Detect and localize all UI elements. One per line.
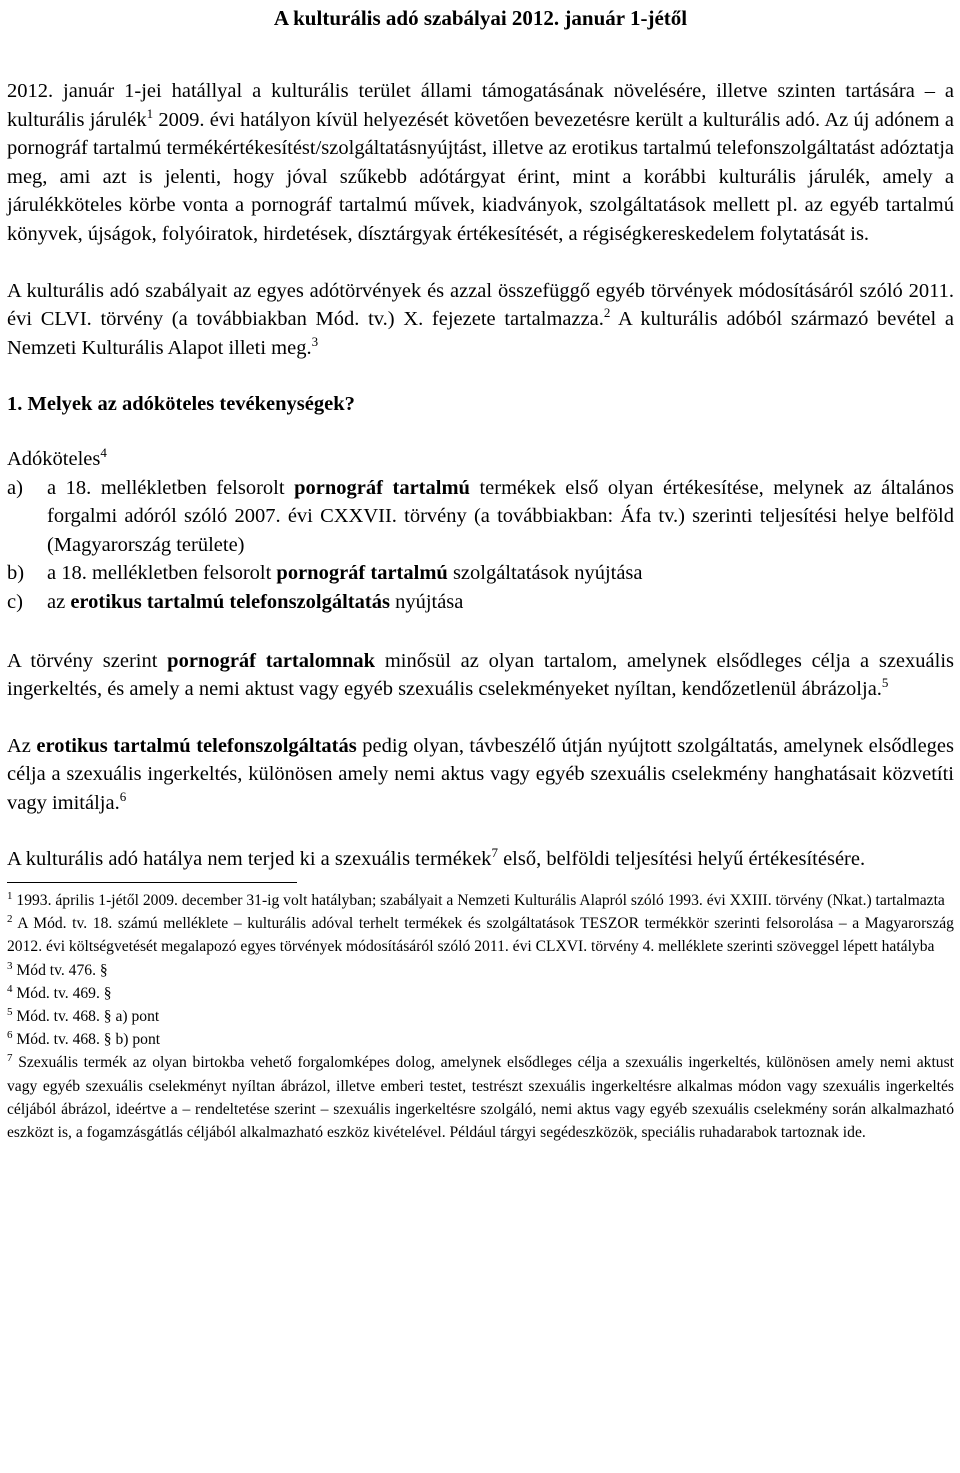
footnote-text: Szexuális termék az olyan birtokba vehető forgalomképes dolog, amelynek elsődleges célja a szexuális ingerkeltés, különösen amely nemi aktust vagy egyéb szexuális cselekményt nyíltan ábrázol, illetve emberi testet, testrészt szexuális ingerkeltésre alkalmas módon vagy szexuális ingerkeltés céljából ábrázol, ideértve a – rendeltetése szerint – szexuális ingerkeltésre szolgáló, nemi aktus vagy egyéb szexuális cselekmény során alkalmazható eszközt is, a fogamzásgátlás céljából alkalmazható eszköz kivételével. Például tárgyi segédeszközök, speciális ruhadarabok tartoznak ide. <box>7 1054 954 1142</box>
footnote-number: 5 <box>7 1005 13 1018</box>
footnote-ref-5: 5 <box>881 675 889 691</box>
rules-text-b: A kulturális adóból származó bevétel a Nemzeti Kulturális Alapot illeti meg. <box>7 308 954 359</box>
footnote-number: 1 <box>7 889 13 902</box>
pornographic-definition-paragraph <box>7 647 954 704</box>
footnote-ref-6: 6 <box>119 789 127 805</box>
list-item <box>7 588 954 617</box>
adokoteles-text: Adóköteles <box>7 447 101 470</box>
list-item-post: termékek első olyan értékesítése, melynek az általános forgalmi adóról szóló 2007. évi CXXVII. törvény (a továbbiakban: Áfa tv.) szerinti teljesítési helye belföld (Magyarország területe) <box>47 476 955 556</box>
list-item-label: a) <box>7 476 23 499</box>
document-title: A kulturális adó szabályai 2012. január 1-jétől <box>273 6 688 30</box>
def2-bold: erotikus tartalmú telefonszolgáltatás <box>36 734 357 757</box>
list-item-pre: az <box>47 590 71 613</box>
footnote <box>7 982 954 1005</box>
footnote-number: 6 <box>7 1029 13 1042</box>
section-heading: 1. Melyek az adóköteles tevékenységek? <box>7 393 355 416</box>
footnote-number: 3 <box>7 959 13 972</box>
footnote <box>7 959 954 982</box>
list-item-label: b) <box>7 562 25 585</box>
list-item-bold: erotikus tartalmú telefonszolgáltatás <box>70 590 390 613</box>
footnote <box>7 1051 954 1144</box>
list-item-text <box>47 559 954 588</box>
footnote-text: 1993. április 1-jétől 2009. december 31-ig volt hatályban; szabályait a Nemzeti Kulturális Alapról szóló 1993. évi XXIII. törvény (Nkat.) tartalmazta <box>16 892 945 910</box>
list-item-label: c) <box>7 590 23 613</box>
adokoteles-label <box>7 445 954 474</box>
footnote <box>7 1028 954 1051</box>
intro-paragraph <box>7 77 954 249</box>
intro-text-b: 2009. évi hatályon kívül helyezését követően bevezetésre került a kulturális adó. Az új adónem a pornográf tartalmú termékértékesítést/szolgáltatásnyújtást, illetve az erotikus tartalmú telefonszolgáltatást adóztatja meg, ami azt is jelenti, hogy jóval szűkebb adótárgyat érint, mint a korábbi kulturális járulék, amely a járulékköteles körbe vonta a pornográf tartalmú művek, kiadványok, szolgáltatások mellett pl. az egyéb tartalmú könyvek, újságok, folyóiratok, hirdetések, dísztárgyak értékesítését, a régiségkereskedelem folytatását is. <box>7 108 954 245</box>
footnote <box>7 1005 954 1028</box>
footnote-text: Mód. tv. 468. § a) pont <box>16 1008 160 1026</box>
footnotes <box>7 889 954 1144</box>
excl-text-b: első, belföldi teljesítési helyű értékesítésére. <box>497 848 866 871</box>
footnote-number: 4 <box>7 982 13 995</box>
def2-text-a: Az <box>7 734 37 757</box>
footnote-text: Mód. tv. 469. § <box>16 984 112 1002</box>
list-item <box>7 474 954 560</box>
list-item-pre: a 18. mellékletben felsorolt <box>47 562 277 585</box>
footnote-text: Mód tv. 476. § <box>16 961 108 979</box>
footnote-number: 7 <box>7 1052 13 1065</box>
intro-text-a: 2012. január 1-jei hatállyal a kulturális terület állami támogatásának növelésére, illetve szinten tartására – a kulturális járulék <box>7 80 954 131</box>
erotic-phone-definition-paragraph <box>7 732 954 818</box>
footnote-ref-4: 4 <box>100 445 107 461</box>
def1-text-a: A törvény szerint <box>7 649 168 672</box>
exclusion-paragraph <box>7 845 954 874</box>
list-item-pre: a 18. mellékletben felsorolt <box>47 476 295 499</box>
footnote <box>7 889 954 912</box>
list-item-text <box>47 588 954 617</box>
list-item-text <box>47 474 954 560</box>
footnote-ref-2: 2 <box>603 305 611 321</box>
footnote <box>7 912 954 958</box>
footnote-ref-1: 1 <box>146 105 154 121</box>
excl-text-a: A kulturális adó hatálya nem terjed ki a szexuális termékek <box>7 848 492 871</box>
rules-text-a: A kulturális adó szabályait az egyes adótörvények és azzal összefüggő egyéb törvények módosításáról szóló 2011. évi CLVI. törvény (a továbbiakban Mód. tv.) X. fejezete tartalmazza. <box>7 279 954 331</box>
footnote-text: Mód. tv. 468. § b) pont <box>16 1031 161 1049</box>
list-item <box>7 559 954 588</box>
def1-bold: pornográf tartalomnak <box>167 649 376 672</box>
taxable-activities-list <box>7 474 954 617</box>
list-item-bold: pornográf tartalmú <box>276 562 448 585</box>
footnote-number: 2 <box>7 913 13 926</box>
def2-text-b: pedig olyan, távbeszélő útján nyújtott szolgáltatás, amelynek elsődleges célja a szexuális ingerkeltés, különösen amely nemi aktus vagy egyéb szexuális cselekmény hanghatásait közvetíti vagy imitálja. <box>7 734 955 814</box>
list-item-bold: pornográf tartalmú <box>294 476 470 499</box>
footnote-ref-7: 7 <box>491 845 498 861</box>
list-item-post: szolgáltatások nyújtása <box>447 562 643 585</box>
list-item-post: nyújtása <box>389 590 464 613</box>
footnote-divider <box>7 882 297 883</box>
footnote-ref-3: 3 <box>311 333 319 349</box>
rules-paragraph <box>7 277 954 363</box>
def1-text-b: minősül az olyan tartalom, amelynek elsődleges célja a szexuális ingerkeltés, és amely a nemi aktust vagy egyéb szexuális cselekményeket nyíltan, kendőzetlenül ábrázolja. <box>7 649 955 701</box>
footnote-text: A Mód. tv. 18. számú melléklete – kulturális adóval terhelt termékek és szolgáltatások TESZOR termékkör szerinti felsorolása – a Magyarország 2012. évi költségvetését megalapozó egyes törvények módosításáról szóló 2011. évi CLXVI. törvény 4. melléklete szerinti szöveggel lépett hatályba <box>7 915 954 956</box>
